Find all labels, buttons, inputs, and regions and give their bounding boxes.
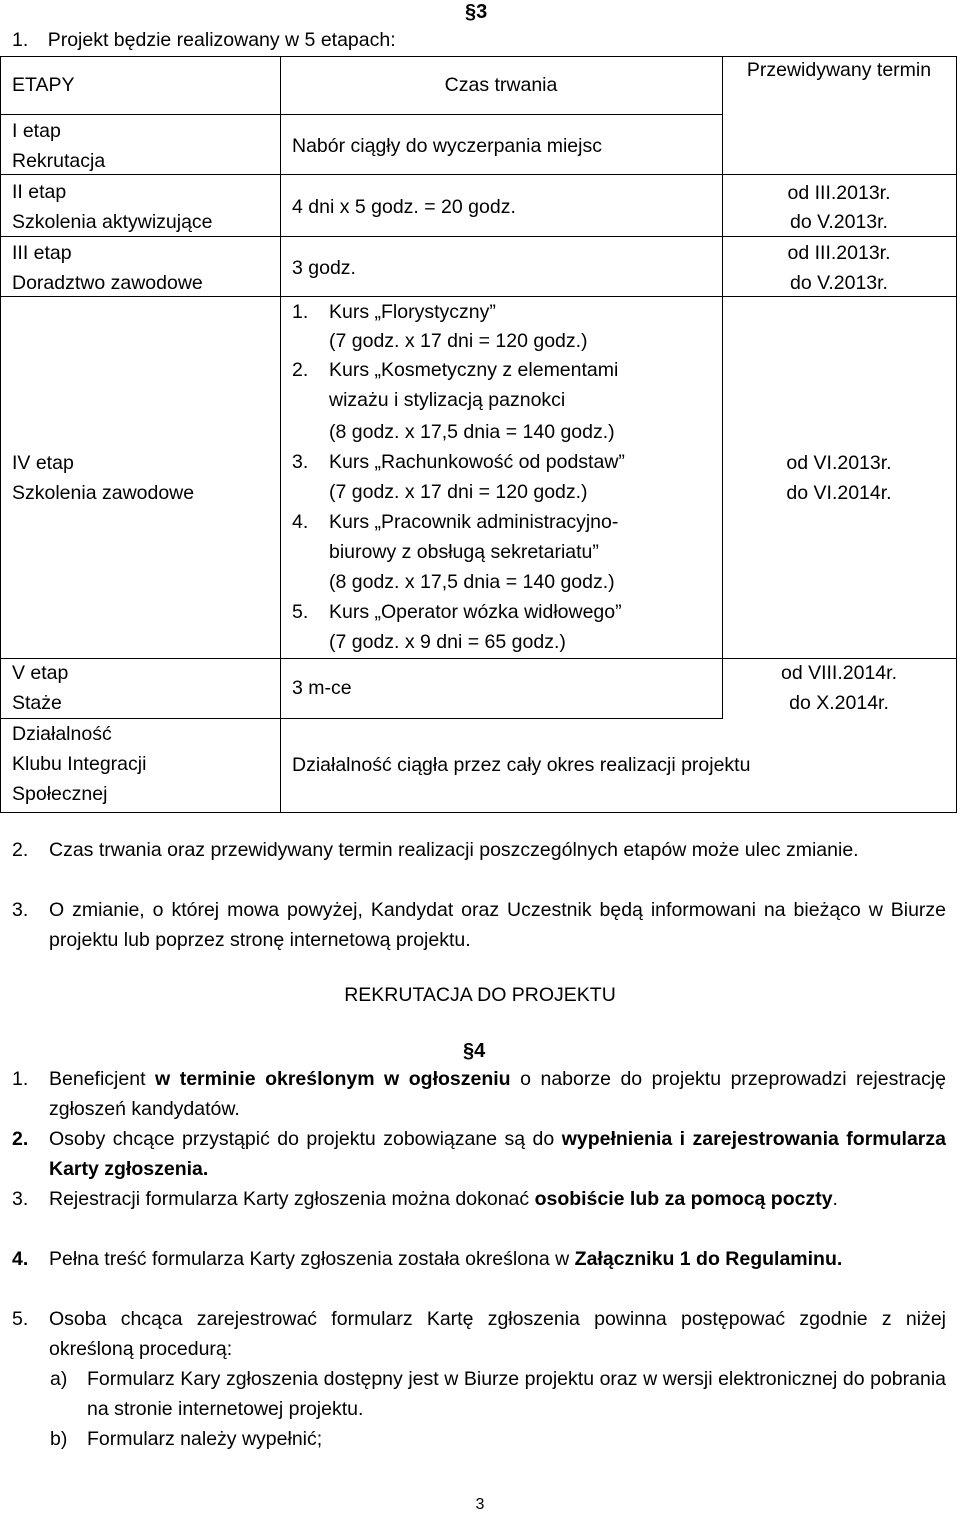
stage-desc: Społecznej: [12, 783, 108, 805]
point-number: 4.: [12, 1248, 29, 1270]
course-hours: (7 godz. x 17 dni = 120 godz.): [329, 330, 588, 352]
term-end: do V.2013r.: [790, 211, 888, 233]
course-name: Kurs „Florystyczny”: [329, 301, 496, 323]
course-hours: (8 godz. x 17,5 dnia = 140 godz.): [329, 571, 615, 593]
sub-point-label: a): [50, 1368, 68, 1390]
point-text-bold: Załączniku 1 do Regulaminu.: [574, 1248, 843, 1270]
stage-name: V etap: [12, 662, 69, 684]
point-text: Beneficjent: [49, 1068, 156, 1090]
header-term: Przewidywany termin: [746, 59, 932, 81]
stage-name: II etap: [12, 181, 67, 203]
table-border-right: [956, 56, 957, 813]
course-name-cont: biurowy z obsługą sekretariatu”: [329, 541, 599, 563]
header-duration: Czas trwania: [444, 74, 558, 96]
section-3-heading: §3: [465, 1, 488, 23]
course-name: Kurs „Operator wózka widłowego”: [329, 601, 622, 623]
point-text-bold: w terminie określonym w ogłoszeniu: [155, 1068, 511, 1090]
term-start: od III.2013r.: [787, 182, 891, 204]
point-text: Czas trwania oraz przewidywany termin realizacji poszczególnych etapów może ulec zmianie.: [49, 839, 859, 861]
course-name: Kurs „Kosmetyczny z elementami: [329, 359, 619, 381]
sub-point-text: Formularz Kary zgłoszenia dostępny jest w Biurze projektu oraz w wersji elektronicznej do pobrania na stronie internetowej projektu.: [87, 1368, 946, 1420]
intro-text: Projekt będzie realizowany w 5 etapach:: [47, 29, 396, 51]
point-number: 1.: [12, 1068, 29, 1090]
sub-point-text: Formularz należy wypełnić;: [87, 1428, 323, 1450]
section-4-point-3: [12, 1184, 946, 1214]
stage-name: Działalność: [12, 723, 112, 745]
course-hours: (7 godz. x 17 dni = 120 godz.): [329, 481, 588, 503]
term-start: od III.2013r.: [787, 242, 891, 264]
course-number: 2.: [292, 359, 309, 381]
term-end: do V.2013r.: [790, 272, 888, 294]
stage-desc: Doradztwo zawodowe: [12, 272, 203, 294]
point-number: 5.: [12, 1308, 29, 1330]
row-divider: [0, 114, 722, 115]
section-4-point-2: [12, 1124, 946, 1184]
point-number: 3.: [12, 899, 29, 921]
section-4-heading: §4: [463, 1040, 486, 1062]
term-end: do X.2014r.: [789, 692, 889, 714]
sub-point-a: [50, 1364, 946, 1424]
point-text: Osoby chcące przystąpić do projektu zobowiązane są do: [49, 1128, 562, 1150]
course-hours: (7 godz. x 9 dni = 65 godz.): [329, 631, 566, 653]
stage-duration: 4 dni x 5 godz. = 20 godz.: [292, 196, 516, 218]
table-border-bottom: [0, 812, 957, 813]
point-text-bold: osobiście lub za pomocą poczty: [534, 1188, 833, 1210]
column-divider: [280, 56, 281, 813]
point-text: Rejestracji formularza Karty zgłoszenia można dokonać: [49, 1188, 535, 1210]
stage-name: III etap: [12, 242, 72, 264]
stage-name: IV etap: [12, 452, 74, 474]
point-2: [12, 835, 946, 865]
course-number: 5.: [292, 601, 309, 623]
term-end: do VI.2014r.: [786, 482, 892, 504]
course-name: Kurs „Rachunkowość od podstaw”: [329, 451, 625, 473]
section-4-point-4: [12, 1244, 946, 1274]
course-number: 3.: [292, 451, 309, 473]
section-4-point-1: [12, 1064, 946, 1124]
stage-desc: Rekrutacja: [12, 150, 106, 172]
header-stages: ETAPY: [12, 74, 75, 96]
sub-point-b: [50, 1424, 946, 1454]
stage-duration: Działalność ciągła przez cały okres realizacji projektu: [292, 754, 751, 776]
point-text: Pełna treść formularza Karty zgłoszenia została określona w: [49, 1248, 575, 1270]
intro-point: [12, 25, 396, 55]
point-number: 3.: [12, 1188, 29, 1210]
course-name: Kurs „Pracownik administracyjno-: [329, 511, 619, 533]
recruitment-heading: REKRUTACJA DO PROJEKTU: [344, 984, 616, 1006]
course-number: 1.: [292, 301, 309, 323]
row-divider: [0, 174, 957, 175]
point-text: Osoba chcąca zarejestrować formularz Kartę zgłoszenia powinna postępować zgodnie z niżej określoną procedurą:: [49, 1308, 946, 1360]
stage-duration: Nabór ciągły do wyczerpania miejsc: [292, 135, 602, 157]
sub-point-label: b): [50, 1428, 68, 1450]
section-4-point-5: [12, 1304, 946, 1364]
course-number: 4.: [292, 511, 309, 533]
stage-name: I etap: [12, 120, 61, 142]
term-start: od VI.2013r.: [786, 452, 892, 474]
stage-desc: Szkolenia aktywizujące: [12, 211, 213, 233]
column-divider: [722, 56, 723, 719]
course-name-cont: wizażu i stylizacją paznokci: [329, 389, 566, 411]
point-text-bold: wypełnienia i zarejestrowania formularza Karty zgłoszenia.: [49, 1128, 946, 1180]
point-number: 2.: [12, 1128, 29, 1150]
point-3: [12, 895, 946, 955]
stage-desc: Szkolenia zawodowe: [12, 482, 195, 504]
stage-duration: 3 m-ce: [292, 677, 352, 699]
point-text: O zmianie, o której mowa powyżej, Kandydat oraz Uczestnik będą informowani na bieżąco w Biurze projektu lub poprzez stronę internetową projektu.: [49, 899, 946, 951]
term-start: od VIII.2014r.: [780, 662, 897, 684]
point-text: o naborze do projektu przeprowadzi rejestrację zgłoszeń kandydatów.: [49, 1068, 947, 1120]
course-hours: (8 godz. x 17,5 dnia = 140 godz.): [329, 421, 615, 443]
stage-desc: Klubu Integracji: [12, 753, 147, 775]
stage-desc: Staże: [12, 692, 62, 714]
point-number: 2.: [12, 839, 29, 861]
intro-number: 1.: [12, 29, 29, 51]
point-text: .: [832, 1188, 838, 1210]
page-number: 3: [475, 1496, 485, 1513]
table-border-left: [0, 56, 1, 813]
stage-duration: 3 godz.: [292, 257, 356, 279]
